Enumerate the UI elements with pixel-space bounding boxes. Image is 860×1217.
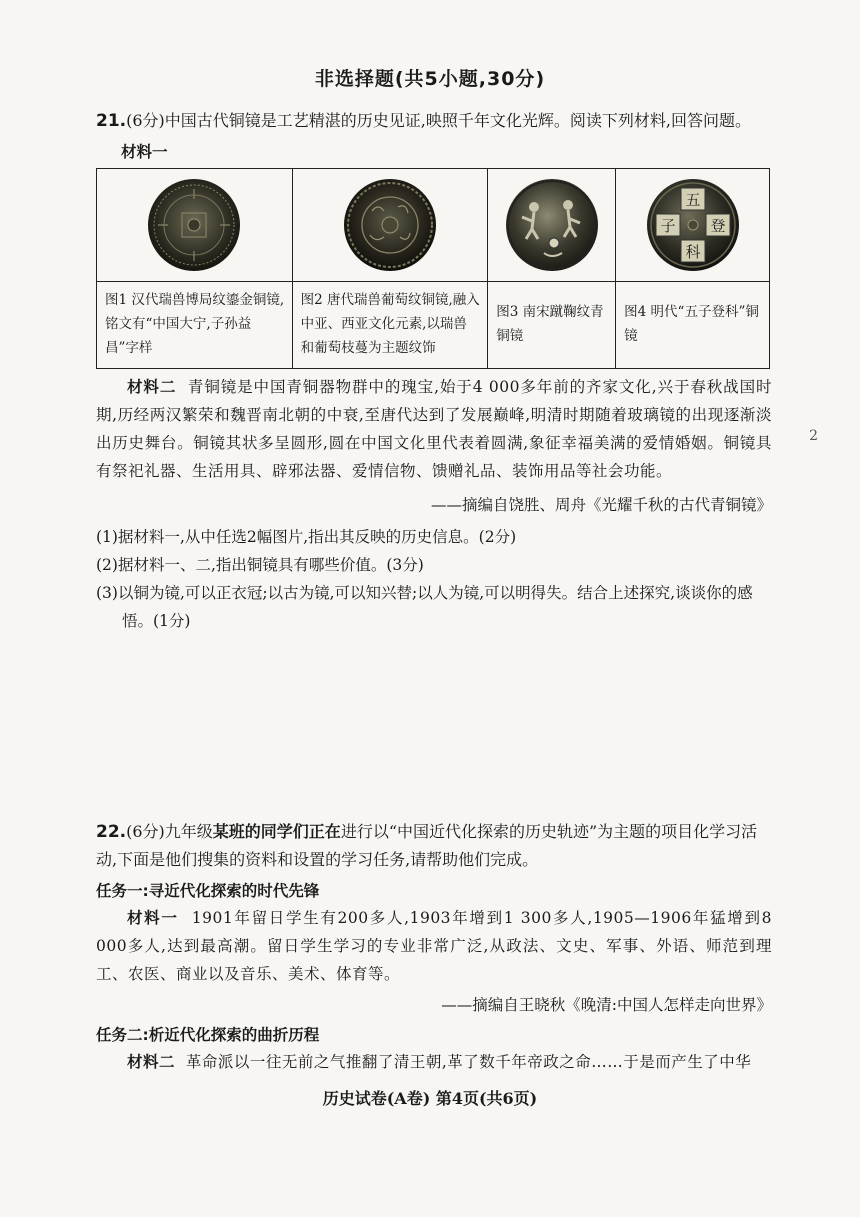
han-mirror-image bbox=[146, 177, 242, 273]
q22-material2 bbox=[96, 1048, 772, 1076]
mirror-char-right: 登 bbox=[710, 217, 726, 235]
figure-3-caption: 图3 南宋蹴鞠纹青铜镜 bbox=[488, 282, 616, 369]
q21-sub-question-3 bbox=[96, 579, 776, 635]
q21-sub-question-3-text: (3)以铜为镜,可以正衣冠;以古为镜,可以知兴替;以人为镜,可以明得失。结合上述探究,谈谈你的感悟。(1分) bbox=[96, 584, 753, 630]
q22-task2: 任务二:析近代化探索的曲折历程 bbox=[96, 1026, 320, 1044]
q22-stem-c: 进行以“中国近代化探索的历史轨迹”为主题的项目化学习活动,下面是他们搜集的资料和设置的学习任务,请帮助他们完成。 bbox=[96, 822, 758, 869]
mirror-char-top: 五 bbox=[685, 191, 701, 209]
page-footer: 历史试卷(A卷) 第4页(共6页) bbox=[322, 1089, 538, 1108]
mirror-char-left: 子 bbox=[660, 217, 676, 235]
q21-material2-text: 青铜镜是中国青铜器物群中的瑰宝,始于4 000多年前的齐家文化,兴于春秋战国时期,历经两汉繁荣和魏晋南北朝的中衰,至唐代达到了发展巅峰,明清时期随着玻璃镜的出现逐渐淡出历史舞台。铜镜其状多呈圆形,圆在中国文化里代表着圆满,象征幸福美满的爱情婚姻。铜镜具有祭祀礼器、生活用具、辟邪法器、爱情信物、馈赠礼品、装饰用品等社会功能。 bbox=[96, 378, 772, 480]
q22-number: 22. bbox=[96, 822, 127, 842]
q21-material1-label: 材料一 bbox=[121, 143, 168, 161]
mirror-char-bottom: 科 bbox=[685, 243, 701, 261]
q22-stem bbox=[96, 818, 776, 874]
figure-4-image-cell bbox=[616, 169, 770, 282]
q22-stem-a: (6分)九年级 bbox=[126, 822, 213, 841]
q21-material2-source: ——摘编自饶胜、周舟《光耀千秋的古代青铜镜》 bbox=[430, 496, 772, 514]
q21-material2-label: 材料二 bbox=[127, 377, 177, 396]
q22-material1 bbox=[96, 904, 772, 988]
tang-mirror-image bbox=[342, 177, 438, 273]
figure-3-image-cell bbox=[488, 169, 616, 282]
q22-material1-label: 材料一 bbox=[127, 908, 179, 927]
q22-material2-label: 材料二 bbox=[127, 1052, 176, 1071]
q22-material1-source: ——摘编自王晓秋《晚清:中国人怎样走向世界》 bbox=[441, 996, 772, 1014]
q21-material2 bbox=[96, 373, 772, 485]
q21-sub-question-1: (1)据材料一,从中任选2幅图片,指出其反映的历史信息。(2分) bbox=[96, 528, 517, 546]
q21-stem-text: (6分)中国古代铜镜是工艺精湛的历史见证,映照千年文化光辉。阅读下列材料,回答问题。 bbox=[126, 111, 751, 130]
q22-material1-text: 1901年留日学生有200多人,1903年增到1 300多人,1905—1906年猛增到8 000多人,达到最高潮。留日学生学习的专业非常广泛,从政法、文史、军事、外语、师范到理工、农医、商业以及音乐、美术、体育等。 bbox=[96, 909, 772, 983]
q22-stem-b: 某班的同学们正在 bbox=[212, 822, 341, 841]
figure-2-caption: 图2 唐代瑞兽葡萄纹铜镜,融入中亚、西亚文化元素,以瑞兽和葡萄枝蔓为主题纹饰 bbox=[292, 282, 488, 369]
q22-material2-text: 革命派以一往无前之气推翻了清王朝,革了数千年帝政之命……于是而产生了中华 bbox=[185, 1053, 752, 1071]
figure-1-caption: 图1 汉代瑞兽博局纹鎏金铜镜,铭文有“中国大宁,子孙益昌”字样 bbox=[97, 282, 293, 369]
q21-stem bbox=[96, 108, 796, 134]
figure-1-image-cell bbox=[97, 169, 293, 282]
side-mark: 2 bbox=[809, 428, 818, 444]
mirror-figure-table bbox=[96, 168, 770, 369]
q22-task1: 任务一:寻近代化探索的时代先锋 bbox=[96, 882, 320, 900]
figure-4-caption: 图4 明代“五子登科”铜镜 bbox=[616, 282, 770, 369]
q21-sub-question-2: (2)据材料一、二,指出铜镜具有哪些价值。(3分) bbox=[96, 556, 424, 574]
section-title: 非选择题(共5小题,30分) bbox=[314, 68, 546, 90]
ming-wuzi-mirror-image bbox=[645, 177, 741, 273]
q21-number: 21. bbox=[96, 111, 127, 131]
song-cuju-mirror-image bbox=[504, 177, 600, 273]
figure-2-image-cell bbox=[292, 169, 488, 282]
